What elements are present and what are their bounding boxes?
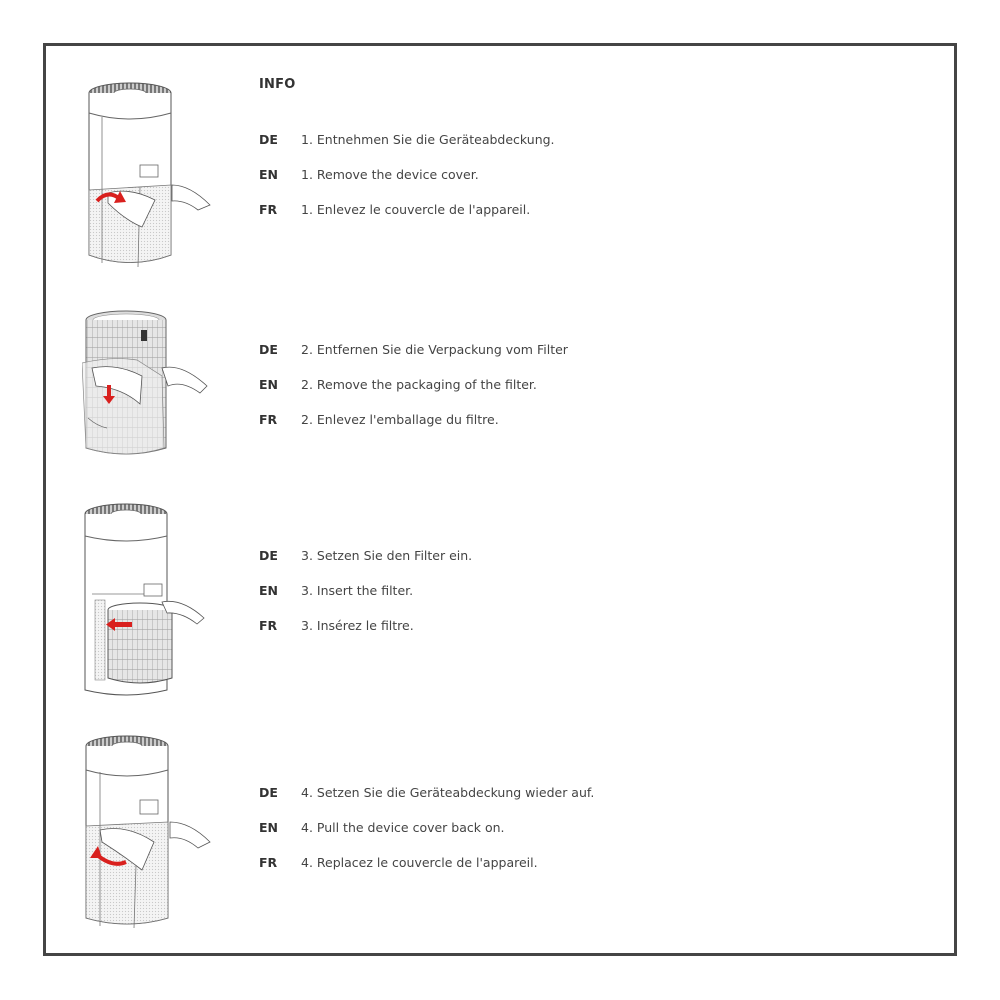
lang-label: DE: [259, 342, 278, 357]
lang-label: FR: [259, 855, 278, 870]
lang-label: DE: [259, 785, 278, 800]
instruction-text: 3. Insérez le filtre.: [301, 618, 414, 633]
lang-label: FR: [259, 412, 278, 427]
instruction-text: 2. Entfernen Sie die Verpackung vom Filter: [301, 342, 568, 357]
instruction-text: 4. Setzen Sie die Geräteabdeckung wieder auf.: [301, 785, 595, 800]
instruction-text: 1. Enlevez le couvercle de l'appareil.: [301, 202, 531, 217]
air-purifier-insert-filter-illustration: [82, 500, 222, 700]
instruction-text: 1. Entnehmen Sie die Geräteabdeckung.: [301, 132, 555, 147]
instruction-text: 1. Remove the device cover.: [301, 167, 479, 182]
instruction-text: 3. Setzen Sie den Filter ein.: [301, 548, 473, 563]
instruction-text: 2. Enlevez l'emballage du filtre.: [301, 412, 499, 427]
lang-label: DE: [259, 548, 278, 563]
info-heading: INFO: [259, 77, 296, 92]
lang-label: EN: [259, 377, 279, 392]
instruction-text: 4. Replacez le couvercle de l'appareil.: [301, 855, 538, 870]
lang-label: EN: [259, 583, 279, 598]
instruction-text: 4. Pull the device cover back on.: [301, 820, 505, 835]
lang-label: EN: [259, 167, 279, 182]
instruction-text: 2. Remove the packaging of the filter.: [301, 377, 537, 392]
lang-label: EN: [259, 820, 279, 835]
instruction-text: 3. Insert the filter.: [301, 583, 414, 598]
air-purifier-replace-cover-illustration: [82, 730, 222, 935]
air-purifier-remove-cover-illustration: [80, 75, 220, 275]
lang-label: FR: [259, 202, 278, 217]
lang-label: FR: [259, 618, 278, 633]
lang-label: DE: [259, 132, 278, 147]
filter-remove-packaging-illustration: [82, 308, 232, 458]
